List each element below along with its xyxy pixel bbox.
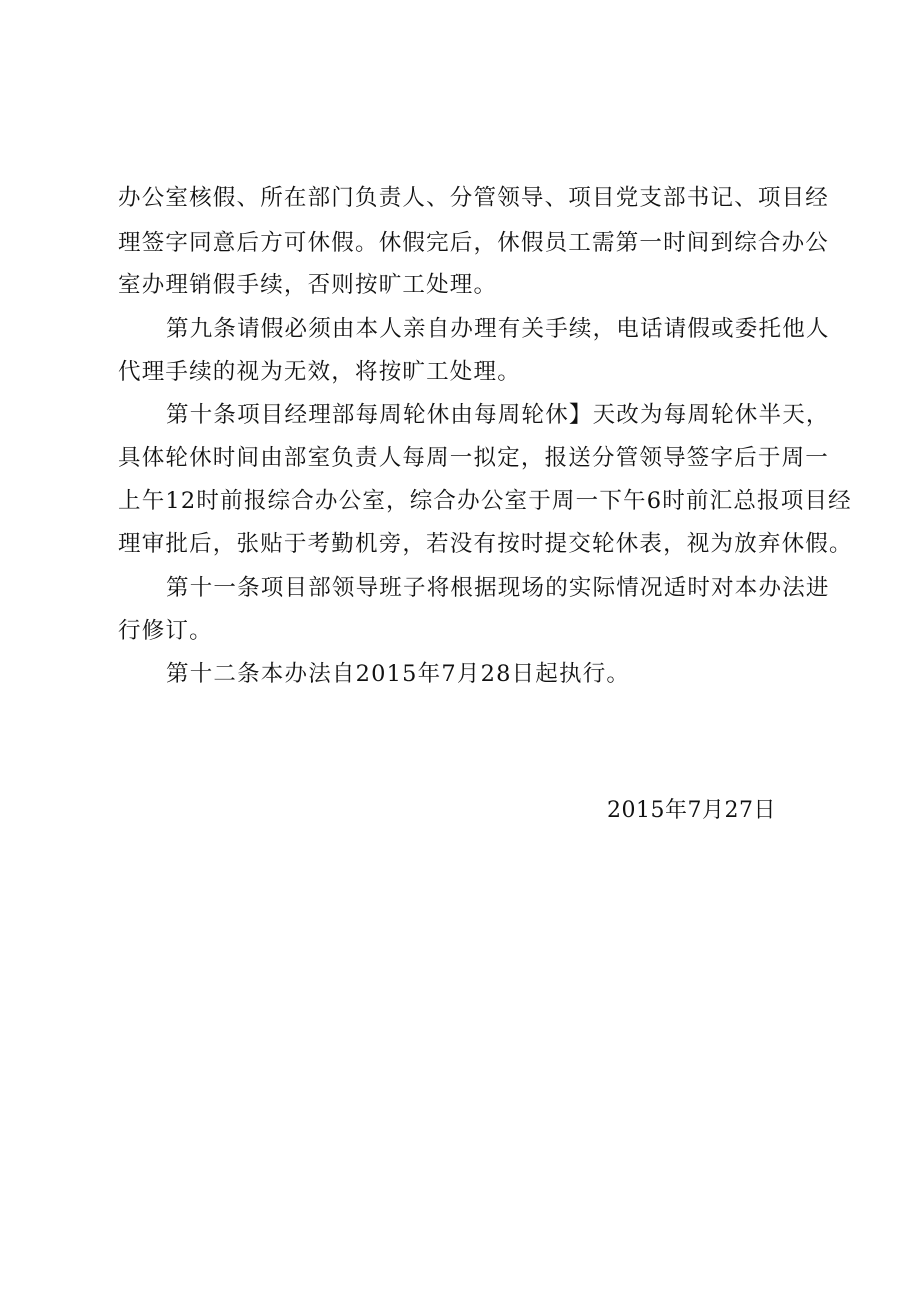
paragraph-line: 第十一条项目部领导班子将根据现场的实际情况适时对本办法进 — [166, 575, 830, 601]
paragraph-line: 理审批后，张贴于考勤机旁，若没有按时提交轮休表，视为放弃休假。 — [118, 531, 853, 557]
paragraph-line: 理签字同意后方可休假。休假完后，休假员工需第一时间到综合办公 — [118, 230, 830, 256]
paragraph-line: 室办理销假手续，否则按旷工处理。 — [118, 272, 498, 298]
paragraph-line: 行修订。 — [118, 618, 213, 644]
document-date: 2015年7月27日 — [607, 798, 776, 823]
paragraph-line: 第九条请假必须由本人亲自办理有关手续，电话请假或委托他人 — [166, 316, 830, 342]
paragraph-line: 上午12时前报综合办公室，综合办公室于周一下午6时前汇总报项目经 — [118, 488, 852, 514]
paragraph-line: 第十条项目经理部每周轮休由每周轮休】天改为每周轮休半天， — [166, 402, 830, 428]
paragraph-line: 代理手续的视为无效，将按旷工处理。 — [118, 359, 521, 385]
paragraph-line: 第十二条本办法自2015年7月28日起执行。 — [166, 661, 631, 687]
paragraph-line: 具体轮休时间由部室负责人每周一拟定，报送分管领导签字后于周一 — [118, 445, 830, 471]
paragraph-line: 办公室核假、所在部门负责人、分管领导、项目党支部书记、项目经 — [118, 185, 830, 211]
